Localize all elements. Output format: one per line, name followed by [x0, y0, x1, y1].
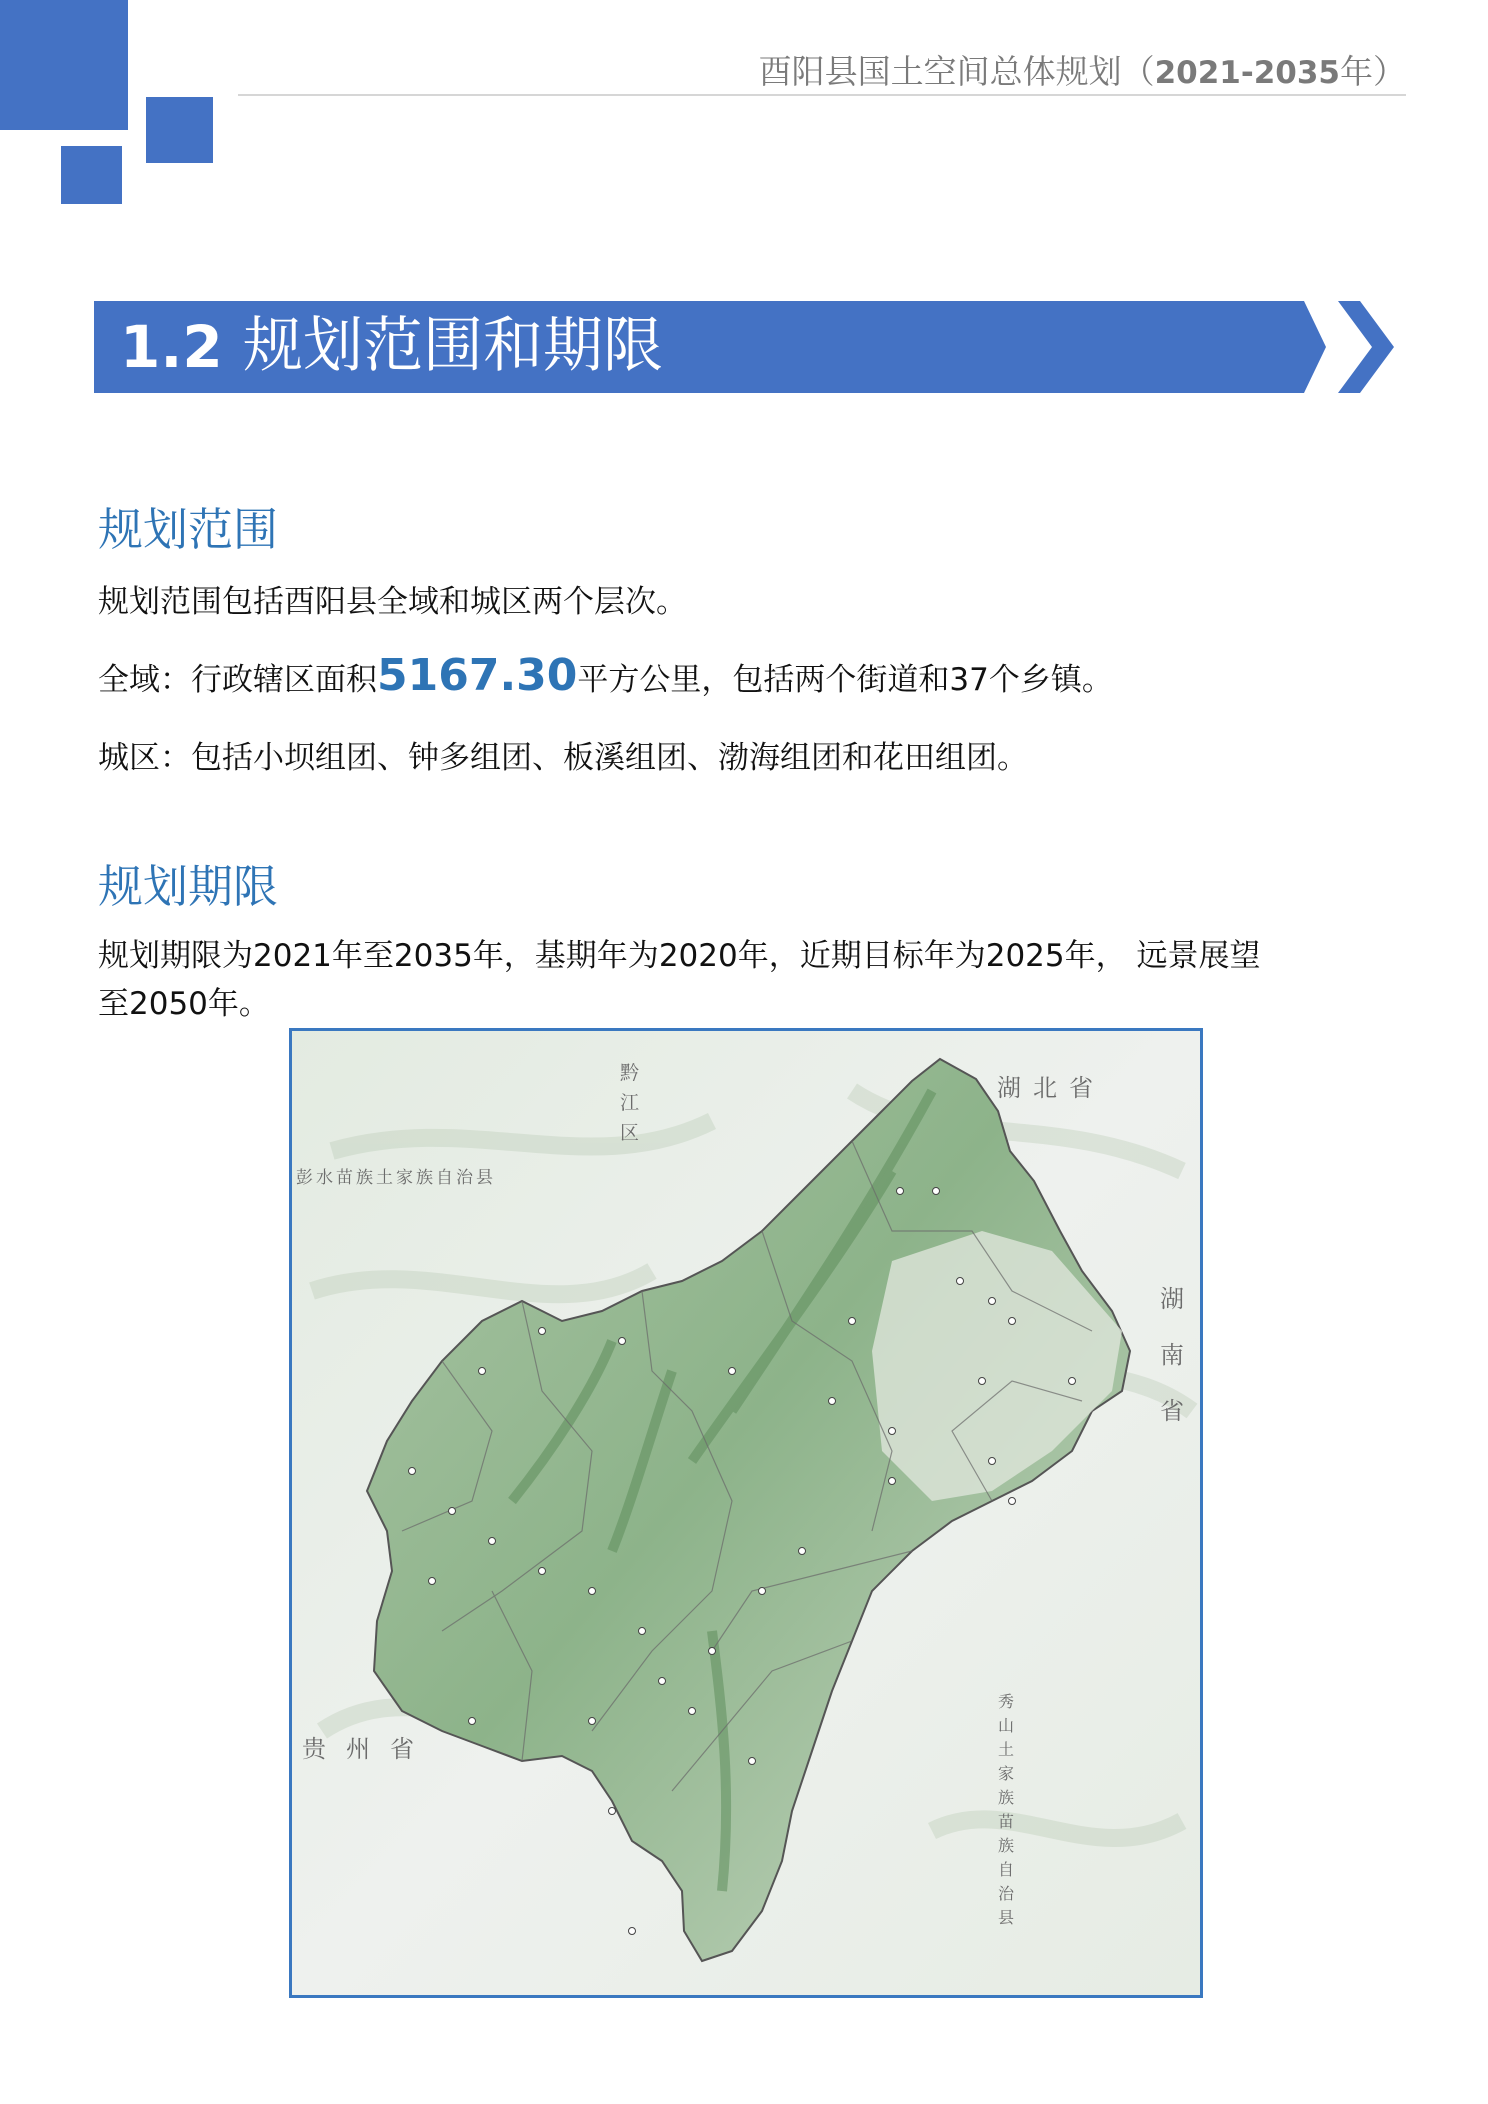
svg-text:家: 家	[998, 1764, 1015, 1783]
svg-text:族: 族	[998, 1788, 1015, 1807]
map-label-qianjiang-3: 区	[620, 1122, 640, 1144]
svg-text:秀: 秀	[998, 1692, 1015, 1711]
svg-text:族: 族	[998, 1836, 1015, 1855]
map-label-pengshui: 彭水苗族土家族自治县	[296, 1168, 496, 1188]
svg-text:山: 山	[998, 1716, 1015, 1735]
svg-text:治: 治	[998, 1884, 1015, 1903]
chevron-right-icon	[1338, 301, 1394, 393]
map-label-hunan-1: 湖	[1160, 1285, 1184, 1313]
map-label-hubei: 湖北省	[997, 1074, 1105, 1102]
scope-heading: 规划范围	[98, 503, 279, 556]
county-area-value: 5167.30	[377, 650, 578, 701]
corner-square-large	[0, 0, 128, 130]
county-map-svg	[292, 1031, 1200, 1995]
map-label-hunan-2: 南	[1160, 1341, 1184, 1369]
map-label-qianjiang-1: 黔	[620, 1062, 640, 1084]
period-line-2: 至2050年。	[98, 986, 270, 1022]
scope-intro: 规划范围包括酉阳县全域和城区两个层次。	[98, 584, 687, 620]
county-map	[289, 1028, 1203, 1998]
map-label-guizhou: 贵州省	[302, 1735, 434, 1763]
svg-text:土: 土	[998, 1740, 1015, 1759]
svg-text:县: 县	[998, 1908, 1015, 1927]
map-label-hunan-3: 省	[1160, 1397, 1184, 1425]
scope-city: 城区：包括小坝组团、钟多组团、板溪组团、渤海组团和花田组团。	[98, 740, 1028, 776]
corner-square-small-right	[146, 97, 213, 163]
header-rule	[238, 94, 1406, 96]
running-header: 酉阳县国土空间总体规划（2021-2035年）	[758, 52, 1406, 91]
period-line-1: 规划期限为2021年至2035年，基期年为2020年，近期目标年为2025年， 远景展望	[98, 938, 1261, 974]
period-heading: 规划期限	[98, 860, 279, 913]
section-number: 1.2	[120, 313, 223, 381]
section-title: 规划范围和期限	[243, 311, 663, 381]
svg-text:自: 自	[998, 1860, 1015, 1879]
svg-text:苗: 苗	[998, 1812, 1015, 1831]
corner-square-small-bottom	[61, 146, 122, 204]
scope-county: 全域：行政辖区面积5167.30平方公里，包括两个街道和37个乡镇。	[98, 650, 1113, 701]
map-label-qianjiang-2: 江	[620, 1092, 640, 1114]
